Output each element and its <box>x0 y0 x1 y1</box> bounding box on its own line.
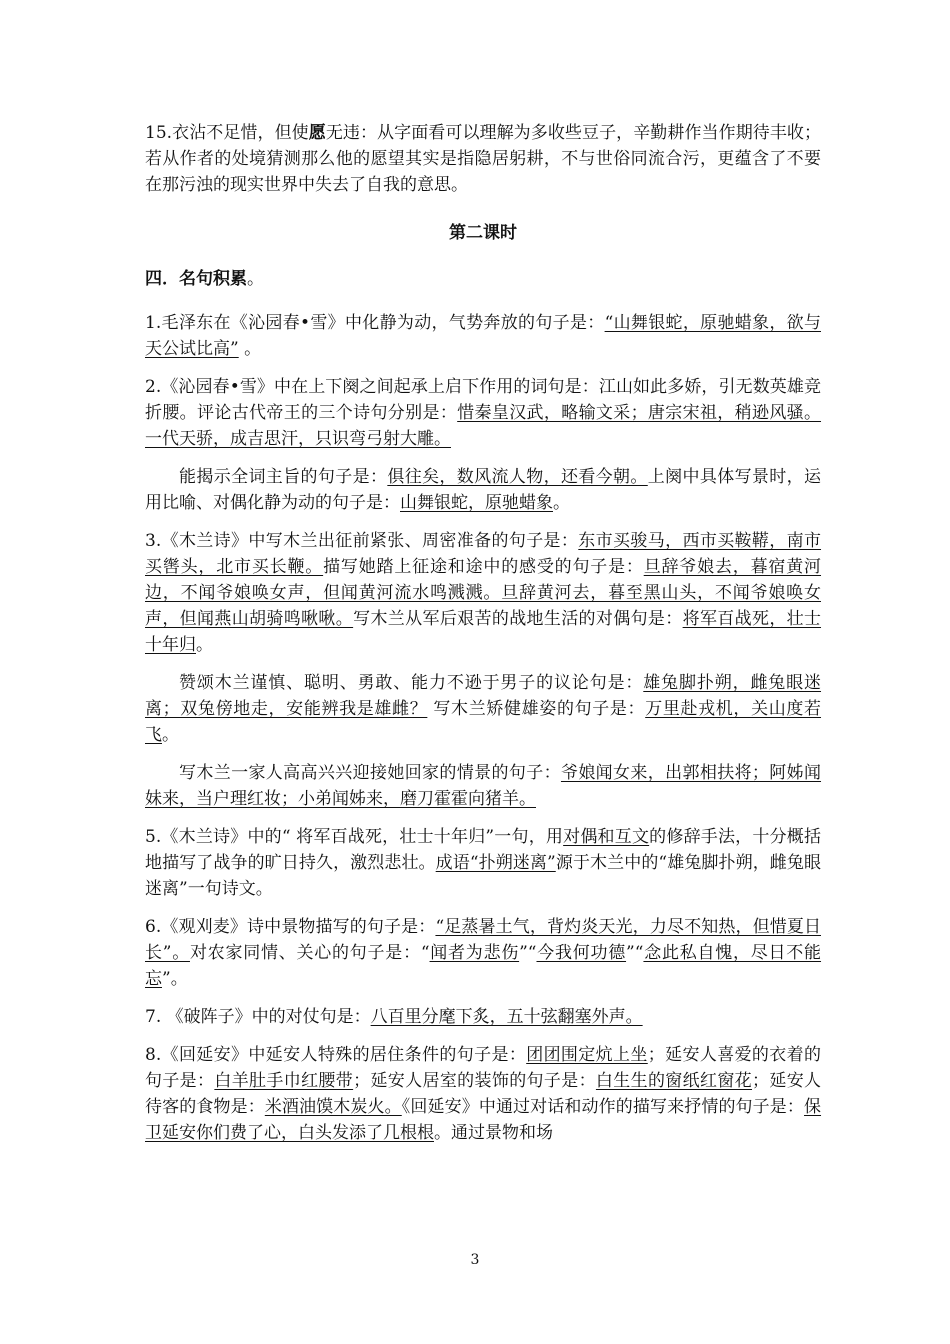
text-run: 赞颂木兰谨慎、聪明、勇敢、能力不逊于男子的议论句是： <box>179 673 644 693</box>
text-run: ；延安人待客的食物是： <box>145 1071 822 1117</box>
text-run: ”。 <box>162 969 188 989</box>
page-number: 3 <box>470 1252 480 1268</box>
text-run: 写木兰一家人高高兴兴迎接她回家的情景的句子： <box>179 763 561 783</box>
lesson-title: 第二课时 <box>449 223 517 243</box>
paragraph-q3-family <box>145 760 821 812</box>
answer-underline: 山舞银蛇，原驰蜡象 <box>400 493 553 513</box>
answer-underline: 旦辞爷娘去，暮宿黄河边，不闻爷娘唤女声，但闻黄河流水鸣溅溅。旦辞黄河去，暮至黑山头，不闻爷娘唤女声，但闻燕山胡骑鸣啾啾。 <box>145 557 822 629</box>
text-run: 8.《回延安》中延安人特殊的居住条件的句子是： <box>145 1045 527 1065</box>
text-run: 上阕中具体写景时，运用比喻、对偶化静为动的句子是： <box>145 467 822 513</box>
answer-underline: 雄兔脚扑朔，雌兔眼迷离；双兔傍地走，安能辨我是雄雌？ <box>145 673 822 719</box>
answer-underline: 成语“扑朔迷离” <box>435 853 556 873</box>
answer-underline: 保卫延安你们费了心，白头发添了几根根 <box>145 1097 822 1143</box>
answer-underline: 今我何功德 <box>536 943 627 963</box>
answer-underline: 对偶和互文 <box>563 827 650 847</box>
answer-underline: “足蒸暑土气，背灼炎天光，力尽不知热，但惜夏日长”。 <box>145 917 821 963</box>
text-run: 5.《木兰诗》中的“ 将军百战死，壮士十年归”一句，用 <box>145 827 564 847</box>
page-content <box>145 120 821 1158</box>
paragraph-q3 <box>145 528 821 658</box>
answer-underline: 团团围定炕上坐 <box>526 1045 648 1065</box>
text-run: 。 <box>238 339 262 359</box>
text-run: 对农家同情、关心的句子是：“ <box>189 943 430 963</box>
text-run: 7. 《破阵子》中的对仗句是： <box>145 1007 371 1027</box>
answer-underline: 东市买骏马，西市买鞍鞯，南市买辔头，北市买长鞭。 <box>145 531 822 577</box>
answer-underline: “山舞银蛇，原驰蜡象，欲与天公试比高” <box>145 313 821 359</box>
answer-underline: 八百里分麾下炙，五十弦翻塞外声。 <box>370 1007 643 1027</box>
text-run: 写木兰矫健雄姿的句子是： <box>427 699 646 719</box>
text-run: 源于木兰中的“雄兔脚扑朔，雌兔眼迷离”一句诗文。 <box>145 853 822 899</box>
text-run: 能揭示全词主旨的句子是： <box>179 467 388 487</box>
text-run: ；延安人居室的装饰的句子是： <box>353 1071 596 1091</box>
text-run: 。 <box>553 493 570 513</box>
paragraph-q8 <box>145 1042 821 1146</box>
text-run: 写木兰从军后艰苦的战地生活的对偶句是： <box>353 609 683 629</box>
answer-underline: 万里赴戎机，关山度若飞 <box>145 699 822 745</box>
answer-underline: 米酒油馍木炭火。 <box>264 1097 402 1117</box>
paragraph-q7 <box>145 1004 821 1030</box>
text-run: 1.毛泽东在《沁园春•雪》中化静为动，气势奔放的句子是： <box>145 313 605 333</box>
text-run: 描写她踏上征途和途中的感受的句子是： <box>323 557 644 577</box>
paragraph-q2-continued <box>145 464 821 516</box>
answer-underline: 俱往矣，数风流人物，还看今朝。 <box>387 467 648 487</box>
section-title-punct: 。 <box>247 269 264 289</box>
paragraph-item-15 <box>145 120 821 198</box>
section-title-text: 四．名句积累 <box>145 269 247 289</box>
answer-underline: 白生生的窗纸红窗花 <box>595 1071 753 1091</box>
paragraph-q6 <box>145 914 821 992</box>
text-run: ”“ <box>519 943 537 963</box>
text-run: 。通过景物和场 <box>434 1123 553 1143</box>
text-run: 。 <box>196 635 213 655</box>
section-title <box>145 266 821 292</box>
text-run: ”“ <box>626 943 644 963</box>
answer-underline: 惜秦皇汉武，略输文采；唐宗宋祖，稍逊风骚。一代天骄，成吉思汗，只识弯弓射大雕。 <box>145 403 822 449</box>
text-run: 《回延安》中通过对话和动作的描写来抒情的句子是： <box>401 1097 805 1117</box>
paragraph-q2 <box>145 374 821 452</box>
text-run: 的修辞手法，十分概括地描写了战争的旷日持久，激烈悲壮。 <box>145 827 821 873</box>
text-run: 6.《观刈麦》诗中景物描写的句子是： <box>145 917 436 937</box>
answer-underline: 白羊肚手巾红腰带 <box>214 1071 354 1091</box>
answer-underline: 将军百战死，壮士十年归 <box>145 609 822 655</box>
text-run: ；延安人喜爱的衣着的句子是： <box>145 1045 822 1091</box>
text-run: 无违：从字面看可以理解为多收些豆子，辛勤耕作当作期待丰收；若从作者的处境猜测那么他的愿望其实是指隐居躬耕，不与世俗同流合污，更蕴含了不要在那污浊的现实世界中失去了自我的意思。 <box>145 123 822 195</box>
answer-underline: 爷娘闻女来，出郭相扶将；阿姊闻妹来，当户理红妆；小弟闻姊来，磨刀霍霍向猪羊。 <box>145 763 822 809</box>
text-run: 15.衣沾不足惜，但使 <box>145 123 309 143</box>
paragraph-q5 <box>145 824 821 902</box>
text-run: 3.《木兰诗》中写木兰出征前紧张、周密准备的句子是： <box>145 531 579 551</box>
paragraph-q3-continued <box>145 670 821 748</box>
emphasized-char: 愿 <box>308 123 326 143</box>
text-run: 。 <box>162 725 179 745</box>
answer-underline: 闻者为悲伤 <box>429 943 520 963</box>
paragraph-q1 <box>145 310 821 362</box>
answer-underline: 念此私自愧，尽日不能忘 <box>145 943 822 989</box>
text-run: 2.《沁园春•雪》中在上下阕之间起承上启下作用的词句是：江山如此多娇，引无数英雄竞折腰。评论古代帝王的三个诗句分别是： <box>145 377 821 423</box>
